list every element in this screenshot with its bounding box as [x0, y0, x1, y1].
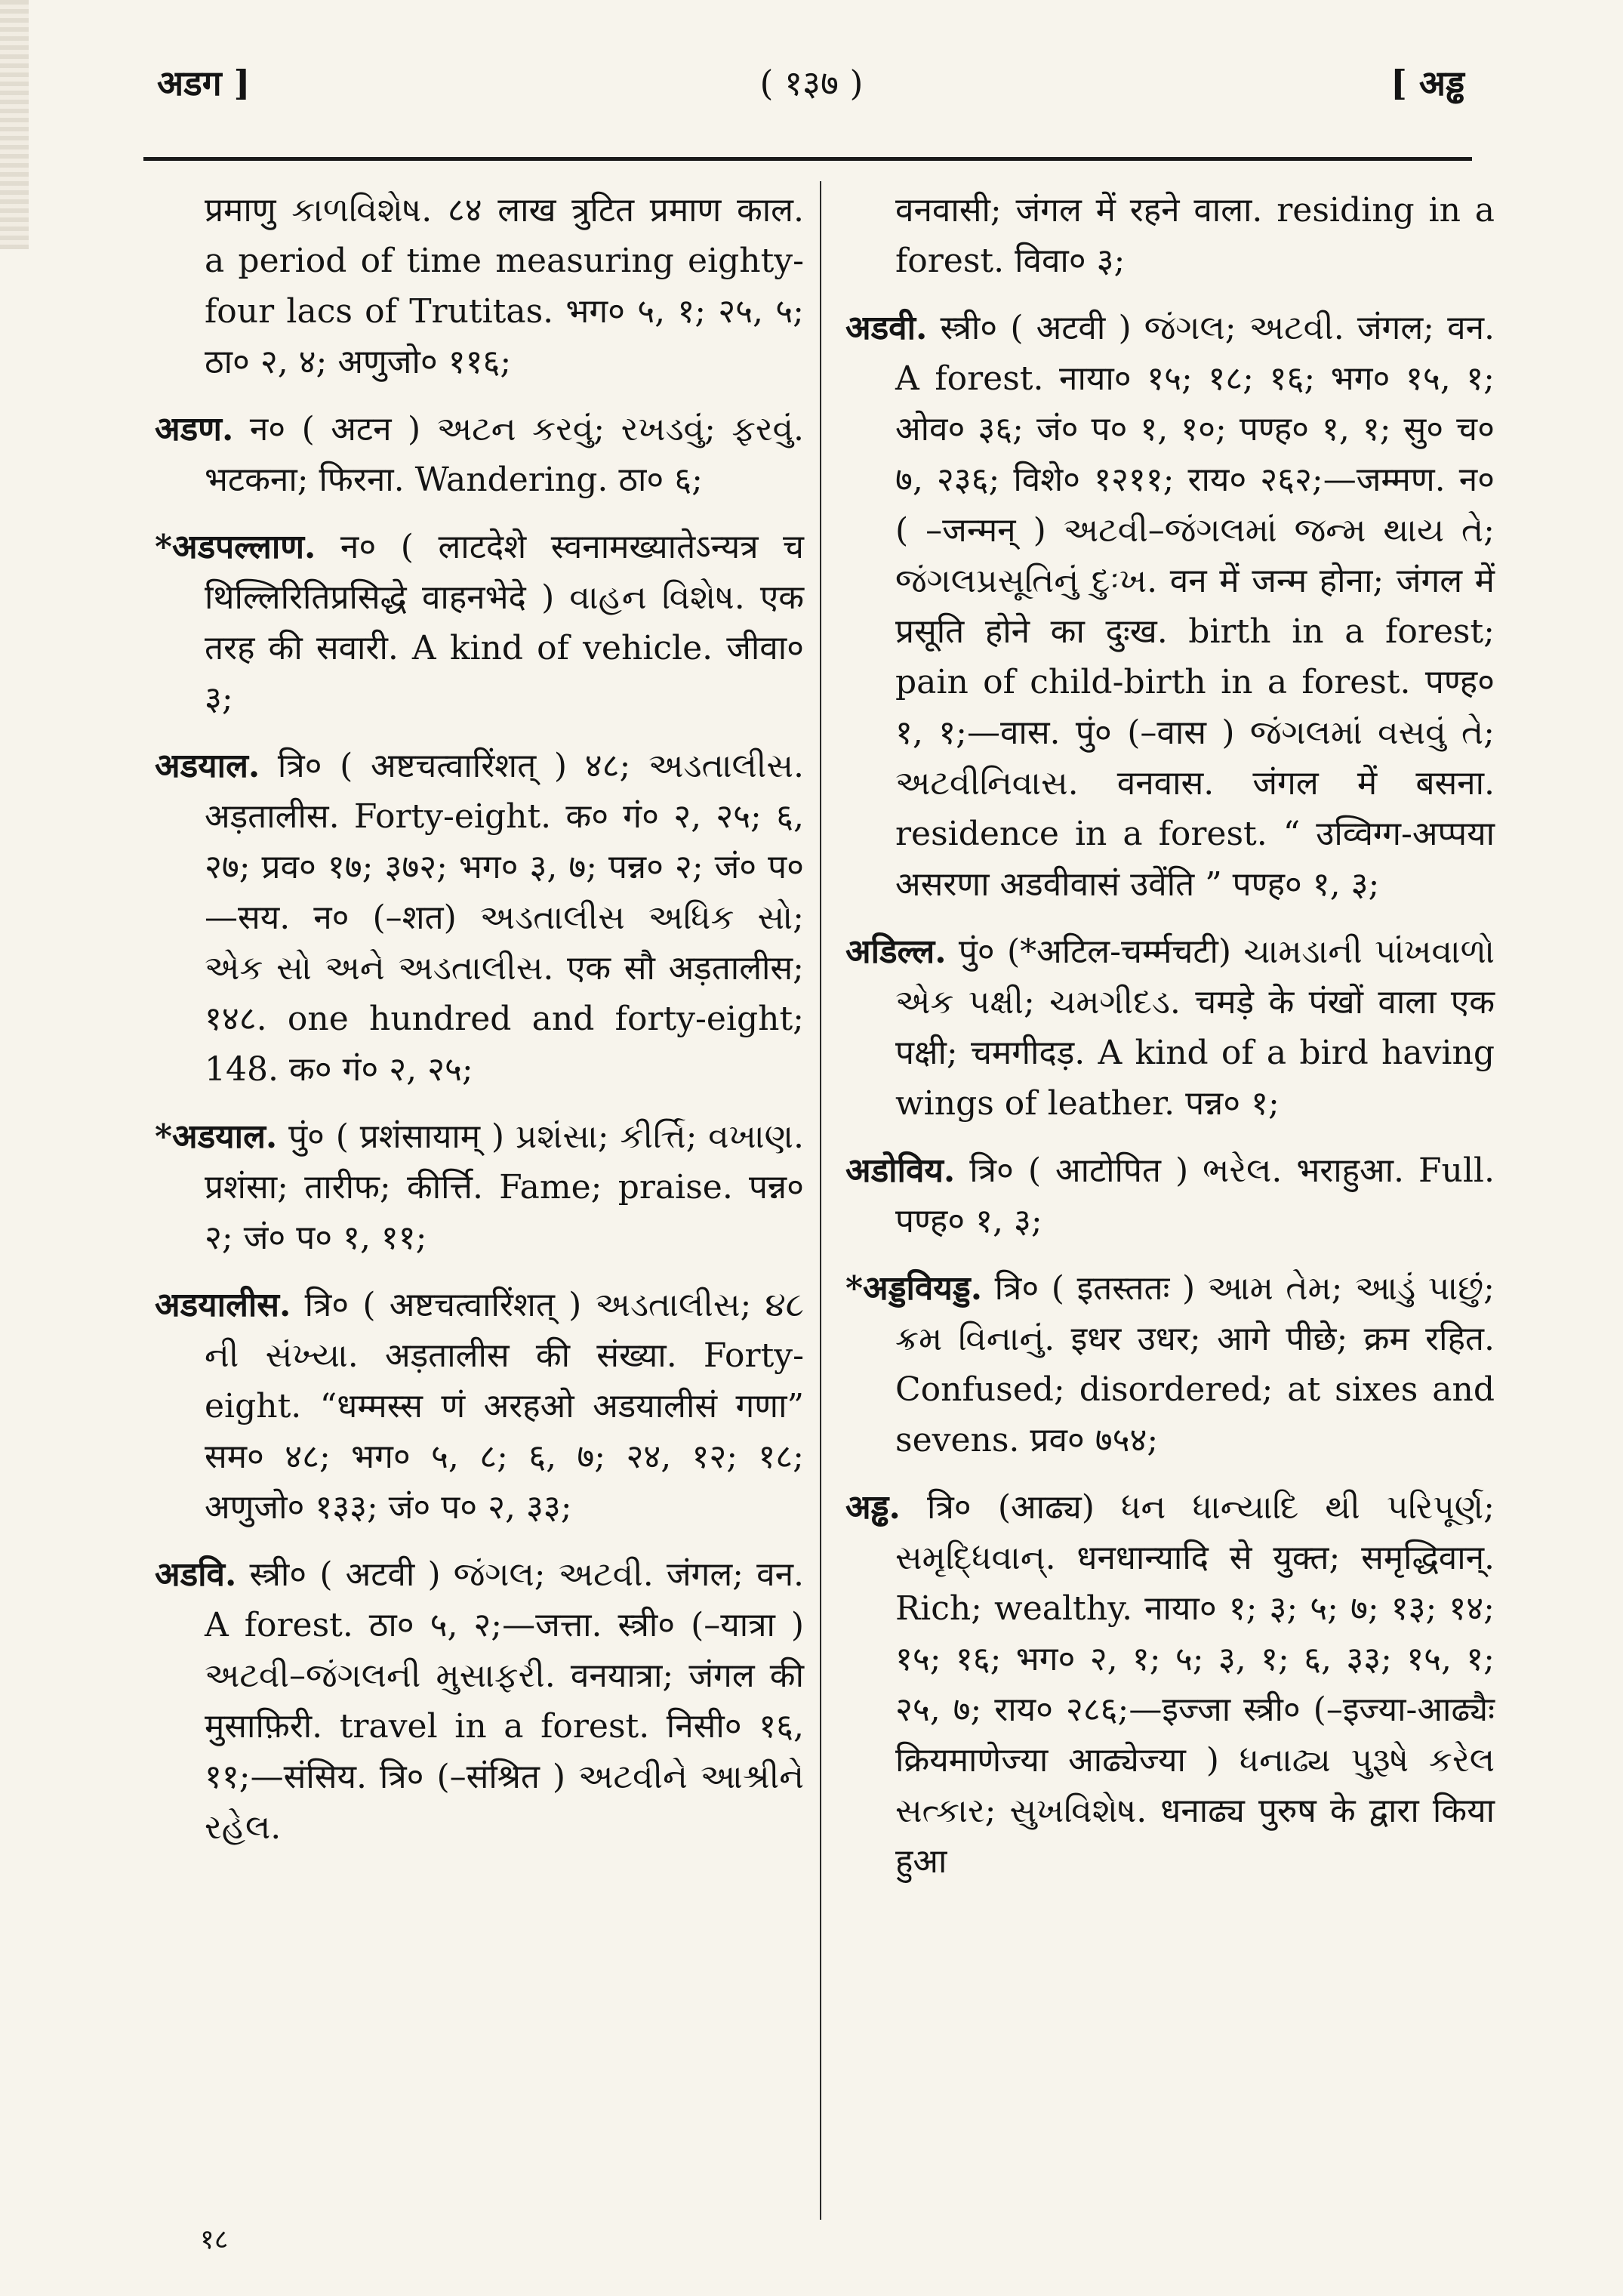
- entry-headword: *अडयाल.: [155, 1117, 278, 1156]
- entry-text: न० ( लाटदेशे स्वनामख्यातेऽन्यत्र च थिल्लिरितिप्रसिद्धे वाहनभेदे ) વાહન વિશેષ. एक तरह की सवारी. A kind of vehicle. जीवा० ३;: [205, 528, 804, 718]
- entry-headword: अडिल्ल.: [845, 932, 947, 971]
- entry-text: स्त्री० ( अटवी ) જંગલ; અટવી. जंगल; वन. A forest. ठा० ५, २;—जत्ता. स्त्री० (–यात्रा ) અટવી–જંગલની મુસાફરી. वनयात्रा; जंगल की मुसाफ़िरी. travel in a forest. निसी० १६, ११;—संसिय. त्रि० (–संश्रित ) અટવીને આશ્રીને રહેલ.: [205, 1555, 804, 1847]
- entry-headword: अडण.: [155, 410, 234, 448]
- entry-headword: अडवी.: [845, 309, 928, 347]
- entry-headword: अडवि.: [155, 1555, 237, 1594]
- entry-text: स्त्री० ( अटवी ) જંગલ; અટવી. जंगल; वन. A forest. नाया० १५; १८; १६; भग० १५, १; ओव० ३६; जं० प० १, १०; पण्ह० १, १; सु० च० ७, २३६; विशे० १२११; राय० २६२;—जम्मण. न० ( –जन्मन् ) અટવી–જંગલમાં જન્મ થાય તે; જંગલપ્રસૂતિનું દુઃખ. वन में जन्म होना; जंगल में प्रसूति होने का दुःख. birth in a forest; pain of child-birth in a forest. पण्ह० १, १;—वास. पुं० (–वास ) જંગલમાં વસવું તે; અટવીનિવાસ. वनवास. जंगल में बसना. residence in a forest. “ उव्विग्ग-अप्पया असरणा अडवीवासं उवेंति ” पण्ह० १, ३;: [895, 309, 1495, 904]
- header-rule: [143, 157, 1472, 161]
- dictionary-entry: [155, 1111, 804, 1263]
- header-right-guideword: [ अड्ढ: [1390, 63, 1464, 103]
- dictionary-entry: [845, 1263, 1495, 1465]
- entry-headword: अडोविय.: [845, 1151, 956, 1190]
- dictionary-entry: [845, 185, 1495, 286]
- entry-text: त्रि० ( आटोपित ) ભરેલ. भराहुआ. Full. पण्ह० १, ३;: [895, 1151, 1495, 1240]
- header-left-guideword: अडग ]: [157, 63, 251, 103]
- entry-text: त्रि० ( अष्टचत्वारिंशत् ) અડતાલીસ; ૪૮ ની સંખ્યા. अड़तालीस की संख्या. Forty-eight. “धम्मस्स णं अरहओ अडयालीसं गणा” सम० ४८; भग० ५, ८; ६, ७; २४, १२; १८; अणुजो० १३३; जं० प० २, ३३;: [205, 1286, 804, 1527]
- dictionary-entry: [155, 522, 804, 724]
- dictionary-entry: [155, 1280, 804, 1533]
- entry-text: पुं० ( प्रशंसायाम् ) પ્રશંસા; કીર્ત્તિ; વખાણ. प्रशंसा; तारीफ; कीर्त्ति. Fame; praise. पन्न० २; जं० प० १, ११;: [205, 1117, 804, 1257]
- column-divider: [820, 181, 821, 2220]
- page-number: ( १३७ ): [759, 63, 864, 103]
- entry-text: वनवासी; जंगल में रहने वाला. residing in a forest. विवा० ३;: [895, 191, 1495, 280]
- dictionary-entry: [845, 303, 1495, 910]
- entry-text: पुं० (*अटिल-चर्म्मचटी) ચામડાની પાંખવાળો એક પક્ષી; ચમગીદડ. चमड़े के पंखों वाला एक पक्षी; चमगीदड़. A kind of a bird having wings of leather. पन्न० १;: [895, 932, 1495, 1123]
- entry-headword: अडयाल.: [155, 747, 260, 785]
- entry-headword: अडयालीस.: [155, 1286, 291, 1324]
- dictionary-entry: [155, 185, 804, 387]
- left-column: [155, 185, 804, 1869]
- entry-headword: अड्ढ.: [845, 1488, 901, 1527]
- entry-text: प्रमाणु કાળવિશેષ. ८४ लाख त्रुटित प्रमाण काल. a period of time measuring eighty-four lacs of Trutitas. भग० ५, १; २५, ५; ठा० २, ४; अणुजो० ११६;: [205, 191, 804, 381]
- dictionary-entry: [845, 1145, 1495, 1247]
- entry-text: त्रि० ( अष्टचत्वारिंशत् ) ४८; અડતાલીસ. अड़तालीस. Forty-eight. क० गं० २, २५; ६, २७; प्रव० १७; ३७२; भग० ३, ७; पन्न० २; जं० प०—सय. न० (–शत) અડતાલીસ અધિક સો; એક સો અને અડતાલીસ. एक सौ अड़तालीस; १४८. one hundred and forty-eight; 148. क० गं० २, २५;: [205, 747, 804, 1089]
- entry-headword: *अडपल्लाण.: [155, 528, 316, 566]
- entry-text: न० ( अटन ) અટન કરવું; રખડવું; ફરવું. भटकना; फिरना. Wandering. ठा० ६;: [205, 410, 804, 499]
- entry-text: त्रि० ( इतस्ततः ) આમ તેમ; આડું પાછું; ક્રમ વિનાનું. इधर उधर; आगे पीछे; क्रम रहित. Confused; disordered; at sixes and sevens. प्रव० ७५४;: [895, 1269, 1495, 1459]
- dictionary-entry: [155, 741, 804, 1095]
- dictionary-entry: [845, 926, 1495, 1129]
- right-column: [845, 185, 1495, 1903]
- entry-headword: *अड्डवियड्ड.: [845, 1269, 983, 1308]
- entry-text: त्रि० (आढ्य) ધન ધાન્યાદિ થી પરિપૂર્ણ; સમૃદ્ધિવાન્. धनधान्यादि से युक्त; समृद्धिवान्. Rich; wealthy. नाया० १; ३; ५; ७; १३; १४; १५; १६; भग० २, १; ५; ३, १; ६, ३३; १५, १; २५, ७; राय० २८६;—इज्जा स्त्री० (–इज्या-आढ्यैः क्रियमाणेज्या आढ्येज्या ) ધનાઢ્ય પુરૂષે કરેલ સત્કાર; સુખવિશેષ. धनाढ्य पुरुष के द्वारा किया हुआ: [895, 1488, 1495, 1881]
- dictionary-entry: [155, 1549, 804, 1853]
- scan-edge-strip: [0, 0, 29, 249]
- signature-mark: १८: [200, 2224, 229, 2255]
- dictionary-entry: [155, 404, 804, 505]
- dictionary-entry: [845, 1482, 1495, 1887]
